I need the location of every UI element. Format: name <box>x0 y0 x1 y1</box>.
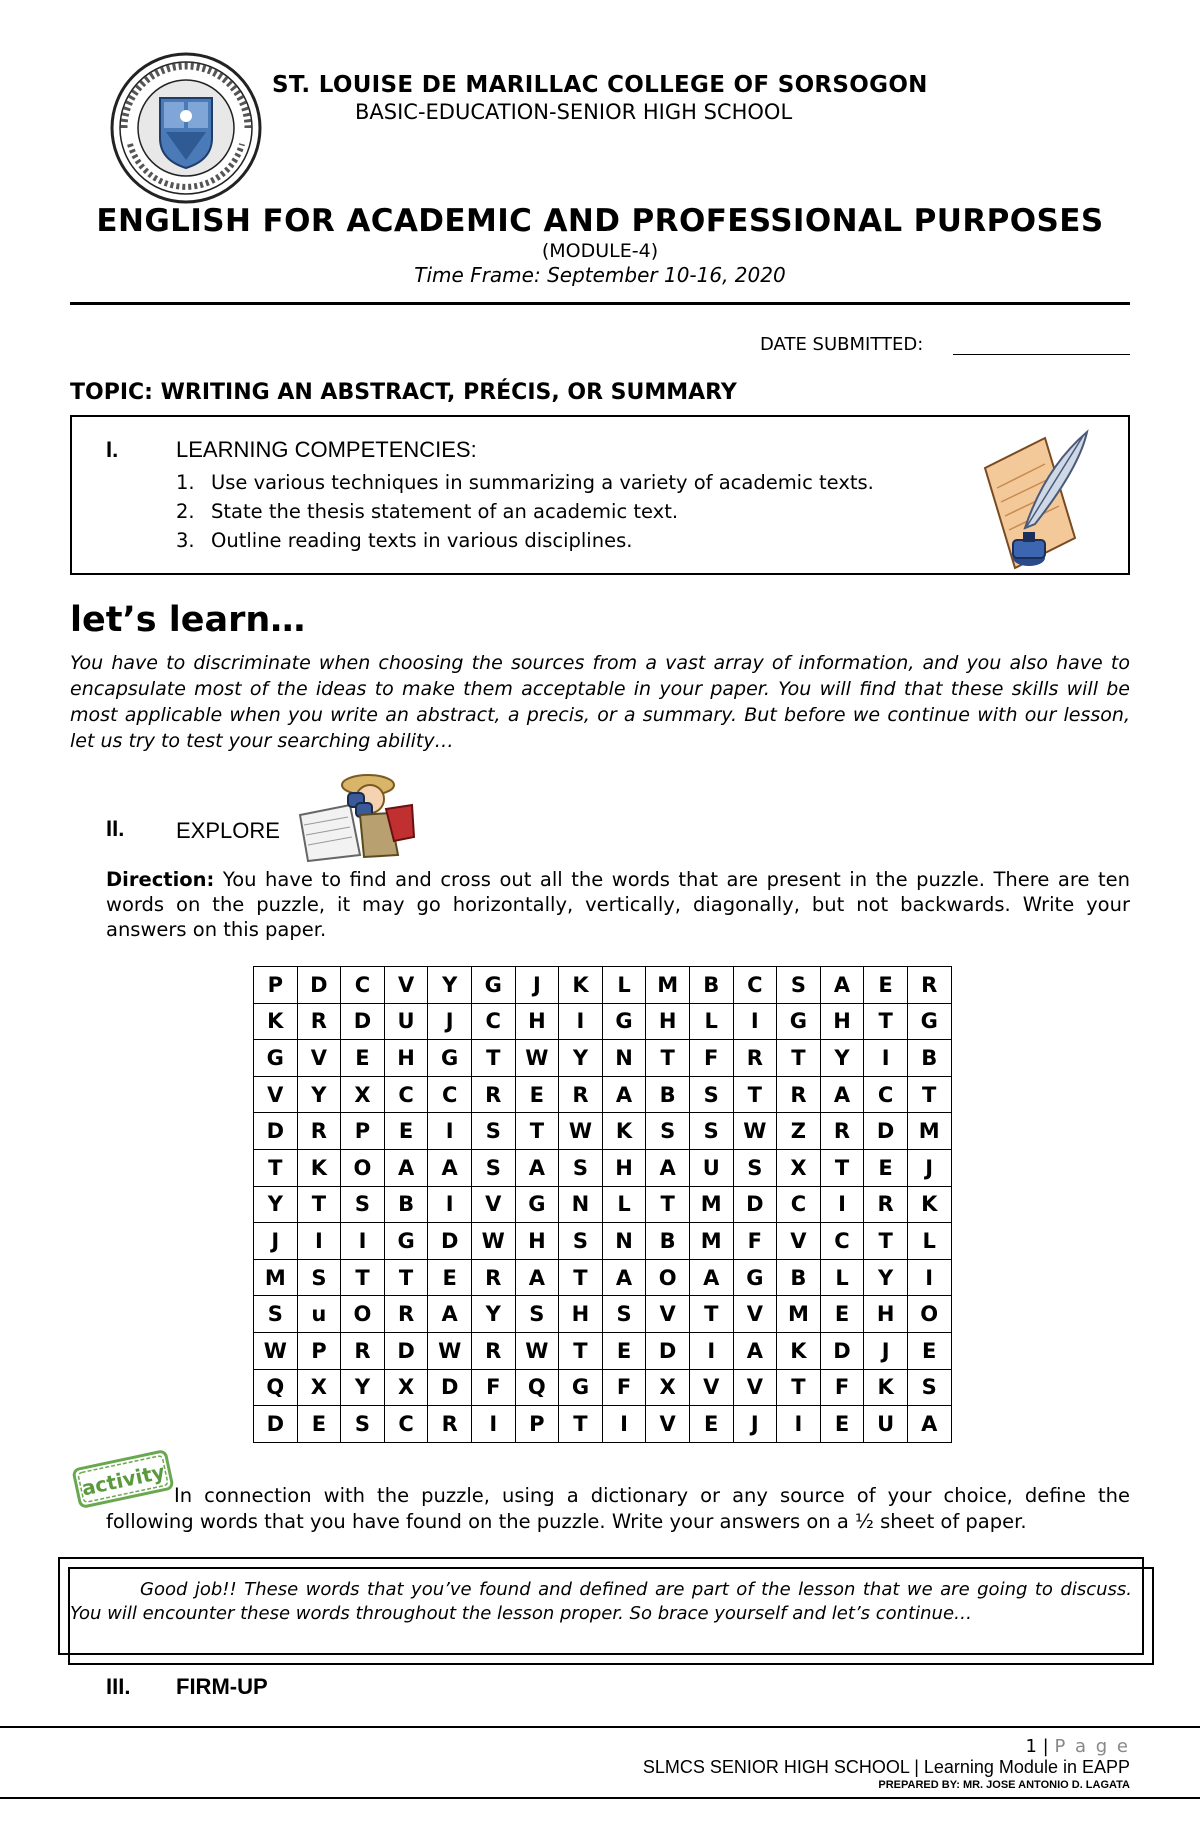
puzzle-cell[interactable]: L <box>689 1003 733 1040</box>
puzzle-cell[interactable]: R <box>341 1332 385 1369</box>
puzzle-cell[interactable]: J <box>515 967 559 1004</box>
header-divider <box>70 302 1130 305</box>
puzzle-cell[interactable]: W <box>515 1040 559 1077</box>
puzzle-cell[interactable]: A <box>428 1149 472 1186</box>
puzzle-row <box>254 1369 952 1406</box>
puzzle-cell[interactable]: T <box>254 1149 298 1186</box>
puzzle-cell[interactable]: A <box>428 1296 472 1333</box>
puzzle-row <box>254 1332 952 1369</box>
puzzle-cell[interactable]: V <box>646 1406 690 1443</box>
puzzle-cell[interactable]: T <box>559 1259 603 1296</box>
puzzle-cell[interactable]: I <box>471 1406 515 1443</box>
puzzle-cell[interactable]: K <box>907 1186 951 1223</box>
puzzle-cell[interactable]: S <box>341 1186 385 1223</box>
puzzle-cell[interactable]: R <box>471 1076 515 1113</box>
puzzle-cell[interactable]: L <box>602 1186 646 1223</box>
puzzle-cell[interactable]: P <box>254 967 298 1004</box>
puzzle-row <box>254 1406 952 1443</box>
puzzle-cell[interactable]: R <box>384 1296 428 1333</box>
puzzle-cell[interactable]: L <box>820 1259 864 1296</box>
date-submitted-label: DATE SUBMITTED: <box>760 334 924 355</box>
section-title: EXPLORE <box>176 818 280 843</box>
module-title: ENGLISH FOR ACADEMIC AND PROFESSIONAL PURPOSES <box>96 203 1104 239</box>
puzzle-cell[interactable]: L <box>602 967 646 1004</box>
puzzle-cell[interactable]: T <box>820 1149 864 1186</box>
puzzle-cell[interactable]: Y <box>341 1369 385 1406</box>
puzzle-cell[interactable]: I <box>341 1223 385 1260</box>
puzzle-cell[interactable]: I <box>602 1406 646 1443</box>
puzzle-cell[interactable]: S <box>733 1149 777 1186</box>
puzzle-cell[interactable]: A <box>602 1259 646 1296</box>
puzzle-cell[interactable]: C <box>384 1406 428 1443</box>
lets-learn-paragraph: You have to discriminate when choosing the sources from a vast array of information, and you also have to encapsulate most of the ideas to make them acceptable in your paper. You will find that these skills will be most applicable when you write an abstract, a precis, or a summary. But before we continue with our lesson, let us try to test your searching ability… <box>70 652 1130 752</box>
section-number: III. <box>106 1674 131 1699</box>
puzzle-row <box>254 1296 952 1333</box>
puzzle-cell[interactable]: C <box>384 1076 428 1113</box>
puzzle-cell[interactable]: P <box>297 1332 341 1369</box>
puzzle-cell[interactable]: Y <box>254 1186 298 1223</box>
good-job-text: Good job!! These words that you’ve found and defined are part of the lesson that we are going to discuss. You will encounter these words throughout the lesson proper. So brace yourself and let’s continue… <box>70 1579 1132 1624</box>
puzzle-cell[interactable]: W <box>515 1332 559 1369</box>
explorer-binoculars-icon <box>290 765 420 865</box>
puzzle-cell[interactable]: V <box>297 1040 341 1077</box>
school-subtitle: BASIC-EDUCATION-SENIOR HIGH SCHOOL <box>355 100 793 124</box>
puzzle-cell[interactable]: I <box>428 1113 472 1150</box>
lets-learn-heading: let’s learn… <box>70 600 306 640</box>
puzzle-cell[interactable]: F <box>733 1223 777 1260</box>
puzzle-cell[interactable]: U <box>864 1406 908 1443</box>
puzzle-cell[interactable]: J <box>254 1223 298 1260</box>
puzzle-cell[interactable]: K <box>602 1113 646 1150</box>
puzzle-cell[interactable]: J <box>428 1003 472 1040</box>
puzzle-cell[interactable]: V <box>254 1076 298 1113</box>
puzzle-cell[interactable]: E <box>341 1040 385 1077</box>
puzzle-cell[interactable]: U <box>689 1149 733 1186</box>
puzzle-cell[interactable]: O <box>646 1259 690 1296</box>
puzzle-cell[interactable]: D <box>864 1113 908 1150</box>
puzzle-cell[interactable]: T <box>689 1296 733 1333</box>
puzzle-cell[interactable]: Y <box>864 1259 908 1296</box>
puzzle-cell[interactable]: G <box>733 1259 777 1296</box>
puzzle-cell[interactable]: O <box>341 1296 385 1333</box>
puzzle-cell[interactable]: J <box>907 1149 951 1186</box>
puzzle-cell[interactable]: F <box>602 1369 646 1406</box>
puzzle-cell[interactable]: A <box>515 1149 559 1186</box>
puzzle-cell[interactable]: U <box>384 1003 428 1040</box>
puzzle-cell[interactable]: D <box>820 1332 864 1369</box>
module-number: (MODULE-4) <box>541 240 659 262</box>
puzzle-cell[interactable]: G <box>428 1040 472 1077</box>
puzzle-cell[interactable]: V <box>689 1369 733 1406</box>
puzzle-cell[interactable]: A <box>907 1406 951 1443</box>
puzzle-cell[interactable]: B <box>777 1259 821 1296</box>
puzzle-cell[interactable]: I <box>907 1259 951 1296</box>
puzzle-row <box>254 967 952 1004</box>
puzzle-cell[interactable]: A <box>733 1332 777 1369</box>
puzzle-cell[interactable]: Q <box>254 1369 298 1406</box>
puzzle-cell[interactable]: W <box>559 1113 603 1150</box>
school-seal-logo <box>110 52 262 204</box>
puzzle-cell[interactable]: F <box>689 1040 733 1077</box>
puzzle-cell[interactable]: E <box>297 1406 341 1443</box>
puzzle-cell[interactable]: L <box>907 1223 951 1260</box>
puzzle-cell[interactable]: A <box>515 1259 559 1296</box>
puzzle-cell[interactable]: V <box>471 1186 515 1223</box>
puzzle-cell[interactable]: T <box>646 1186 690 1223</box>
section-title: FIRM-UP <box>176 1674 268 1699</box>
puzzle-cell[interactable]: H <box>515 1003 559 1040</box>
puzzle-cell[interactable]: I <box>777 1406 821 1443</box>
puzzle-cell[interactable]: E <box>384 1113 428 1150</box>
topic-heading: TOPIC: WRITING AN ABSTRACT, PRÉCIS, OR SUMMARY <box>70 380 737 405</box>
puzzle-cell[interactable]: R <box>907 967 951 1004</box>
puzzle-cell[interactable]: X <box>384 1369 428 1406</box>
puzzle-cell[interactable]: A <box>820 967 864 1004</box>
puzzle-cell[interactable]: R <box>297 1113 341 1150</box>
competency-item: 1. Use various techniques in summarizing a variety of academic texts. <box>176 471 874 494</box>
puzzle-cell[interactable]: S <box>689 1113 733 1150</box>
puzzle-cell[interactable]: R <box>777 1076 821 1113</box>
puzzle-cell[interactable]: R <box>820 1113 864 1150</box>
puzzle-cell[interactable]: T <box>559 1332 603 1369</box>
puzzle-cell[interactable]: N <box>602 1223 646 1260</box>
puzzle-row <box>254 1040 952 1077</box>
puzzle-cell[interactable]: R <box>559 1076 603 1113</box>
puzzle-cell[interactable]: R <box>471 1259 515 1296</box>
puzzle-cell[interactable]: S <box>689 1076 733 1113</box>
puzzle-cell[interactable]: I <box>820 1186 864 1223</box>
puzzle-cell[interactable]: Y <box>471 1296 515 1333</box>
footer-text: SLMCS SENIOR HIGH SCHOOL | Learning Module in EAPP <box>642 1757 1130 1777</box>
puzzle-cell[interactable]: W <box>254 1332 298 1369</box>
puzzle-cell[interactable]: W <box>733 1113 777 1150</box>
puzzle-cell[interactable]: X <box>777 1149 821 1186</box>
puzzle-cell[interactable]: X <box>341 1076 385 1113</box>
puzzle-cell[interactable]: S <box>907 1369 951 1406</box>
puzzle-row <box>254 1259 952 1296</box>
date-submitted-field[interactable] <box>953 354 1130 355</box>
direction-text: Direction: You have to find and cross out all the words that are present in the puzzle. There are ten words on the puzzle, it may go horizontally, vertically, diagonally, but not backwards. Write your answers on this paper. <box>106 868 1130 941</box>
puzzle-cell[interactable]: Y <box>559 1040 603 1077</box>
puzzle-cell[interactable]: E <box>689 1406 733 1443</box>
puzzle-cell[interactable]: D <box>341 1003 385 1040</box>
puzzle-cell[interactable]: G <box>471 967 515 1004</box>
puzzle-cell[interactable]: Q <box>515 1369 559 1406</box>
activity-badge-label: activity <box>79 1459 167 1501</box>
puzzle-cell[interactable]: C <box>428 1076 472 1113</box>
puzzle-cell[interactable]: H <box>820 1003 864 1040</box>
puzzle-cell[interactable]: H <box>864 1296 908 1333</box>
puzzle-cell[interactable]: K <box>777 1332 821 1369</box>
section-number: II. <box>106 816 125 841</box>
puzzle-cell[interactable]: D <box>733 1186 777 1223</box>
puzzle-cell[interactable]: I <box>689 1332 733 1369</box>
school-name: ST. LOUISE DE MARILLAC COLLEGE OF SORSOGON <box>272 72 928 98</box>
puzzle-cell[interactable]: S <box>559 1223 603 1260</box>
competency-item: 3. Outline reading texts in various disciplines. <box>176 529 633 552</box>
puzzle-cell[interactable]: P <box>515 1406 559 1443</box>
puzzle-cell[interactable]: I <box>733 1003 777 1040</box>
puzzle-cell[interactable]: C <box>341 967 385 1004</box>
puzzle-cell[interactable]: S <box>777 967 821 1004</box>
puzzle-cell[interactable]: T <box>297 1186 341 1223</box>
puzzle-cell[interactable]: K <box>864 1369 908 1406</box>
puzzle-cell[interactable]: E <box>820 1406 864 1443</box>
puzzle-cell[interactable]: T <box>777 1369 821 1406</box>
puzzle-cell[interactable]: V <box>733 1369 777 1406</box>
word-search-puzzle <box>253 966 952 1443</box>
puzzle-cell[interactable]: C <box>864 1076 908 1113</box>
puzzle-cell[interactable]: A <box>820 1076 864 1113</box>
puzzle-cell[interactable]: M <box>689 1186 733 1223</box>
puzzle-cell[interactable]: C <box>777 1186 821 1223</box>
puzzle-cell[interactable]: R <box>297 1003 341 1040</box>
puzzle-cell[interactable]: Y <box>820 1040 864 1077</box>
puzzle-cell[interactable]: S <box>471 1149 515 1186</box>
puzzle-cell[interactable]: H <box>602 1149 646 1186</box>
puzzle-cell[interactable]: J <box>864 1332 908 1369</box>
activity-paragraph: In connection with the puzzle, using a dictionary or any source of your choice, define the following words that you have found on the puzzle. Write your answers on a ½ sheet of paper. <box>106 1484 1130 1533</box>
puzzle-cell[interactable]: J <box>733 1406 777 1443</box>
puzzle-cell[interactable]: u <box>297 1296 341 1333</box>
puzzle-cell[interactable]: H <box>646 1003 690 1040</box>
puzzle-cell[interactable]: T <box>341 1259 385 1296</box>
puzzle-cell[interactable]: D <box>384 1332 428 1369</box>
puzzle-cell[interactable]: S <box>297 1259 341 1296</box>
puzzle-cell[interactable]: R <box>733 1040 777 1077</box>
puzzle-cell[interactable]: M <box>254 1259 298 1296</box>
puzzle-cell[interactable]: C <box>733 967 777 1004</box>
puzzle-cell[interactable]: S <box>646 1113 690 1150</box>
competency-item: 2. State the thesis statement of an academic text. <box>176 500 679 523</box>
puzzle-cell[interactable]: K <box>297 1149 341 1186</box>
puzzle-cell[interactable]: I <box>428 1186 472 1223</box>
puzzle-cell[interactable]: K <box>254 1003 298 1040</box>
footer-divider <box>0 1726 1200 1728</box>
puzzle-cell[interactable]: T <box>515 1113 559 1150</box>
puzzle-cell[interactable]: D <box>254 1406 298 1443</box>
puzzle-cell[interactable]: B <box>646 1223 690 1260</box>
time-frame: Time Frame: September 10-16, 2020 <box>414 263 786 287</box>
puzzle-cell[interactable]: N <box>559 1186 603 1223</box>
puzzle-cell[interactable]: B <box>689 967 733 1004</box>
puzzle-cell[interactable]: A <box>646 1149 690 1186</box>
puzzle-cell[interactable]: T <box>864 1223 908 1260</box>
puzzle-cell[interactable]: O <box>341 1149 385 1186</box>
puzzle-cell[interactable]: E <box>602 1332 646 1369</box>
puzzle-cell[interactable]: G <box>254 1040 298 1077</box>
puzzle-cell[interactable]: G <box>559 1369 603 1406</box>
section-title: LEARNING COMPETENCIES: <box>176 437 477 462</box>
puzzle-cell[interactable]: X <box>297 1369 341 1406</box>
puzzle-cell[interactable]: H <box>559 1296 603 1333</box>
puzzle-cell[interactable]: W <box>471 1223 515 1260</box>
puzzle-cell[interactable]: E <box>820 1296 864 1333</box>
puzzle-cell[interactable]: G <box>602 1003 646 1040</box>
puzzle-cell[interactable]: V <box>777 1223 821 1260</box>
puzzle-cell[interactable]: T <box>777 1040 821 1077</box>
puzzle-cell[interactable]: A <box>689 1259 733 1296</box>
puzzle-cell[interactable]: S <box>471 1113 515 1150</box>
puzzle-cell[interactable]: S <box>602 1296 646 1333</box>
puzzle-cell[interactable]: M <box>777 1296 821 1333</box>
puzzle-cell[interactable]: O <box>907 1296 951 1333</box>
puzzle-cell[interactable]: H <box>384 1040 428 1077</box>
puzzle-cell[interactable]: T <box>907 1076 951 1113</box>
puzzle-cell[interactable]: D <box>428 1223 472 1260</box>
puzzle-row <box>254 1003 952 1040</box>
puzzle-cell[interactable]: R <box>864 1186 908 1223</box>
puzzle-cell[interactable]: W <box>428 1332 472 1369</box>
puzzle-cell[interactable]: T <box>864 1003 908 1040</box>
footer-bottom-divider <box>0 1797 1200 1799</box>
puzzle-cell[interactable]: P <box>341 1113 385 1150</box>
puzzle-cell[interactable]: T <box>471 1040 515 1077</box>
puzzle-cell[interactable]: N <box>602 1040 646 1077</box>
puzzle-cell[interactable]: F <box>471 1369 515 1406</box>
page-number: 1 | P a g e <box>1025 1736 1130 1757</box>
puzzle-cell[interactable]: D <box>254 1113 298 1150</box>
puzzle-cell[interactable]: F <box>820 1369 864 1406</box>
puzzle-cell[interactable]: T <box>646 1040 690 1077</box>
puzzle-cell[interactable]: G <box>384 1223 428 1260</box>
puzzle-cell[interactable]: Z <box>777 1113 821 1150</box>
puzzle-cell[interactable]: B <box>907 1040 951 1077</box>
puzzle-cell[interactable]: M <box>907 1113 951 1150</box>
puzzle-cell[interactable]: C <box>820 1223 864 1260</box>
puzzle-row <box>254 1113 952 1150</box>
puzzle-cell[interactable]: T <box>559 1406 603 1443</box>
puzzle-cell[interactable]: S <box>515 1296 559 1333</box>
puzzle-row <box>254 1223 952 1260</box>
puzzle-cell[interactable]: A <box>384 1149 428 1186</box>
puzzle-cell[interactable]: R <box>471 1332 515 1369</box>
puzzle-row <box>254 1186 952 1223</box>
puzzle-cell[interactable]: D <box>297 967 341 1004</box>
puzzle-cell[interactable]: E <box>515 1076 559 1113</box>
puzzle-cell[interactable]: D <box>428 1369 472 1406</box>
puzzle-cell[interactable]: A <box>602 1076 646 1113</box>
puzzle-cell[interactable]: G <box>515 1186 559 1223</box>
puzzle-cell[interactable]: Y <box>297 1076 341 1113</box>
puzzle-cell[interactable]: S <box>341 1406 385 1443</box>
puzzle-cell[interactable]: H <box>515 1223 559 1260</box>
puzzle-cell[interactable]: G <box>777 1003 821 1040</box>
puzzle-cell[interactable]: S <box>559 1149 603 1186</box>
puzzle-cell[interactable]: C <box>471 1003 515 1040</box>
puzzle-cell[interactable]: G <box>907 1003 951 1040</box>
puzzle-cell[interactable]: E <box>864 967 908 1004</box>
section-number: I. <box>106 437 119 462</box>
puzzle-cell[interactable]: E <box>907 1332 951 1369</box>
puzzle-cell[interactable]: I <box>297 1223 341 1260</box>
puzzle-cell[interactable]: T <box>733 1076 777 1113</box>
puzzle-cell[interactable]: I <box>864 1040 908 1077</box>
puzzle-cell[interactable]: D <box>646 1332 690 1369</box>
puzzle-cell[interactable]: V <box>384 967 428 1004</box>
puzzle-cell[interactable]: E <box>864 1149 908 1186</box>
puzzle-cell[interactable]: E <box>428 1259 472 1296</box>
puzzle-cell[interactable]: B <box>646 1076 690 1113</box>
puzzle-row <box>254 1076 952 1113</box>
prepared-by: PREPARED BY: MR. JOSE ANTONIO D. LAGATA <box>878 1779 1130 1791</box>
puzzle-cell[interactable]: M <box>689 1223 733 1260</box>
puzzle-cell[interactable]: B <box>384 1186 428 1223</box>
puzzle-cell[interactable]: X <box>646 1369 690 1406</box>
quill-paper-icon <box>975 428 1095 576</box>
puzzle-row <box>254 1149 952 1186</box>
puzzle-cell[interactable]: I <box>559 1003 603 1040</box>
puzzle-cell[interactable]: K <box>559 967 603 1004</box>
puzzle-cell[interactable]: V <box>733 1296 777 1333</box>
puzzle-cell[interactable]: T <box>384 1259 428 1296</box>
puzzle-cell[interactable]: S <box>254 1296 298 1333</box>
puzzle-cell[interactable]: R <box>428 1406 472 1443</box>
puzzle-cell[interactable]: V <box>646 1296 690 1333</box>
puzzle-cell[interactable]: Y <box>428 967 472 1004</box>
puzzle-cell[interactable]: M <box>646 967 690 1004</box>
